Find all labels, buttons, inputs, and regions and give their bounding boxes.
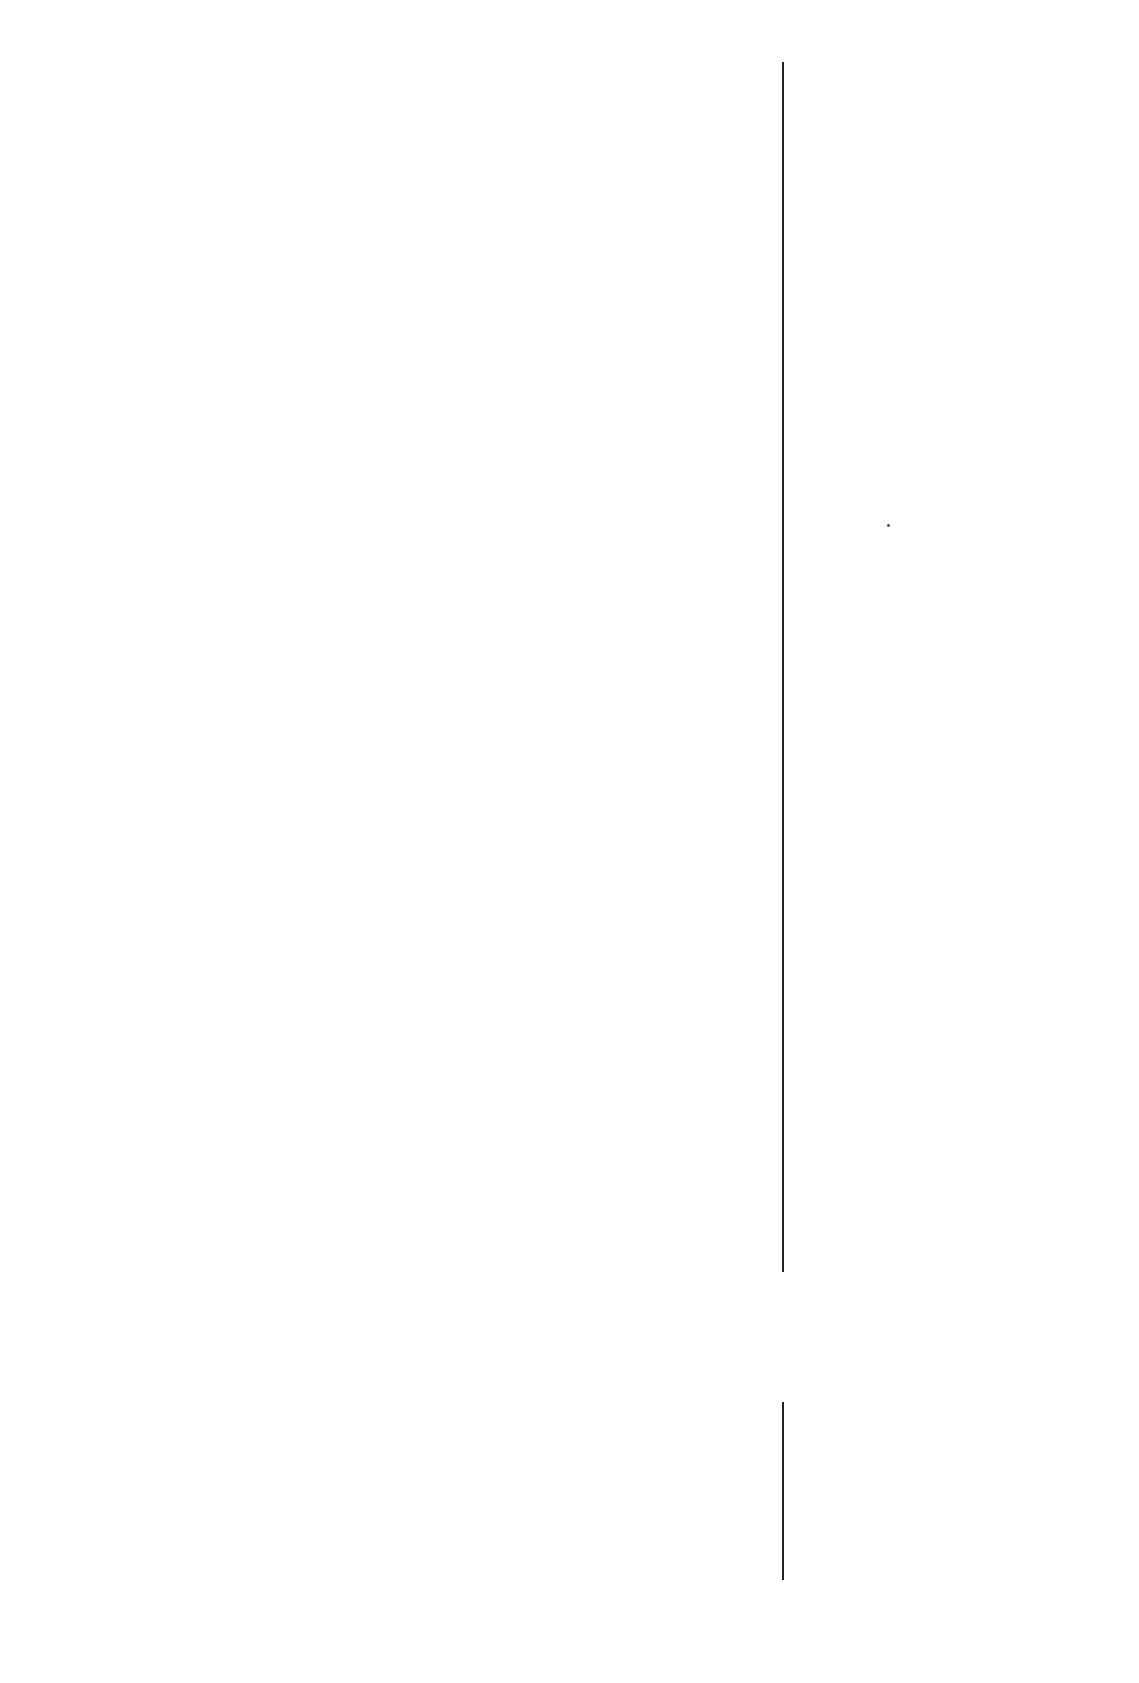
margin-rule-bottom (782, 1402, 784, 1580)
speck-mark (887, 524, 890, 527)
margin-rule-top (782, 62, 784, 1272)
